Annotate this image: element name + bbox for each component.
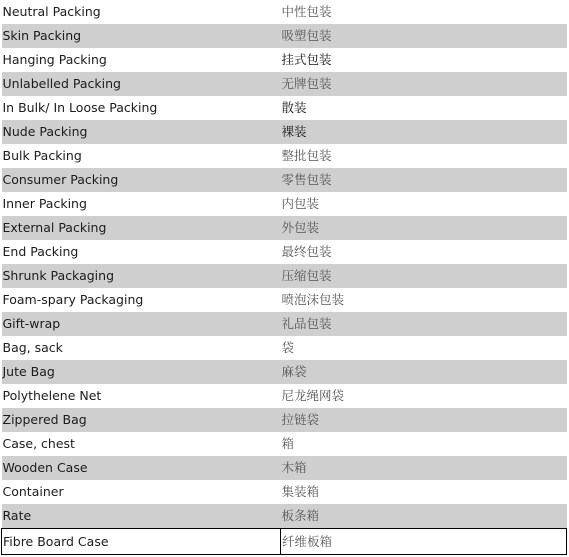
chinese-term: 木箱 [281,456,567,480]
table-row [2,360,567,384]
table-row [2,96,567,120]
table-row [2,288,567,312]
table-row [2,432,567,456]
table-row [2,336,567,360]
chinese-term: 拉链袋 [281,408,567,432]
table-row [2,240,567,264]
english-term: Nude Packing [2,120,281,144]
chinese-term: 外包装 [281,216,567,240]
english-term: Bag, sack [2,340,63,355]
chinese-term: 挂式包装 [281,52,332,67]
english-term: Foam-spary Packaging [2,292,144,307]
english-term: Rate [2,504,281,528]
table-row [2,480,567,504]
chinese-term: 压缩包装 [281,264,567,288]
chinese-term: 零售包装 [281,168,567,192]
chinese-term: 内包装 [281,196,320,211]
english-term: Skin Packing [2,24,281,48]
chinese-term: 裸装 [281,120,567,144]
table-row [2,144,567,168]
english-term: Neutral Packing [2,4,101,19]
chinese-term: 板条箱 [281,504,567,528]
table-row [2,24,567,48]
chinese-term: 散装 [281,100,307,115]
english-term: Gift-wrap [2,312,281,336]
chinese-term: 麻袋 [281,360,567,384]
chinese-term: 箱 [281,436,295,451]
table-row [2,312,567,336]
english-term: Inner Packing [2,196,87,211]
table-row [2,120,567,144]
chinese-term: 中性包装 [281,4,332,19]
english-term: Fibre Board Case [2,528,281,554]
english-term: Zippered Bag [2,408,281,432]
english-term: Wooden Case [2,456,281,480]
table-row [2,384,567,408]
chinese-term: 袋 [281,340,295,355]
english-term: Shrunk Packaging [2,264,281,288]
chinese-term: 集装箱 [281,484,320,499]
chinese-term: 最终包装 [281,244,332,259]
table-row [2,456,567,480]
english-term: End Packing [2,244,79,259]
english-term: Container [2,484,64,499]
table-row [2,528,567,554]
table-row [2,48,567,72]
table-row [2,168,567,192]
chinese-term: 整批包装 [281,148,332,163]
chinese-term: 纤维板箱 [281,528,567,554]
chinese-term: 尼龙绳网袋 [281,388,345,403]
english-term: Jute Bag [2,360,281,384]
english-term: Case, chest [2,436,75,451]
english-term: Hanging Packing [2,52,107,67]
table-row [2,72,567,96]
english-term: Unlabelled Packing [2,72,281,96]
chinese-term: 礼品包装 [281,312,567,336]
table-row [2,216,567,240]
table-row [2,0,567,24]
packing-terms-table [1,0,567,555]
english-term: In Bulk/ In Loose Packing [2,100,158,115]
english-term: Bulk Packing [2,148,82,163]
english-term: Consumer Packing [2,168,281,192]
table-row [2,192,567,216]
chinese-term: 喷泡沫包装 [281,292,345,307]
table-row [2,504,567,528]
chinese-term: 无牌包装 [281,72,567,96]
table-row [2,408,567,432]
table-row [2,264,567,288]
chinese-term: 吸塑包装 [281,24,567,48]
english-term: External Packing [2,216,281,240]
english-term: Polythelene Net [2,388,102,403]
